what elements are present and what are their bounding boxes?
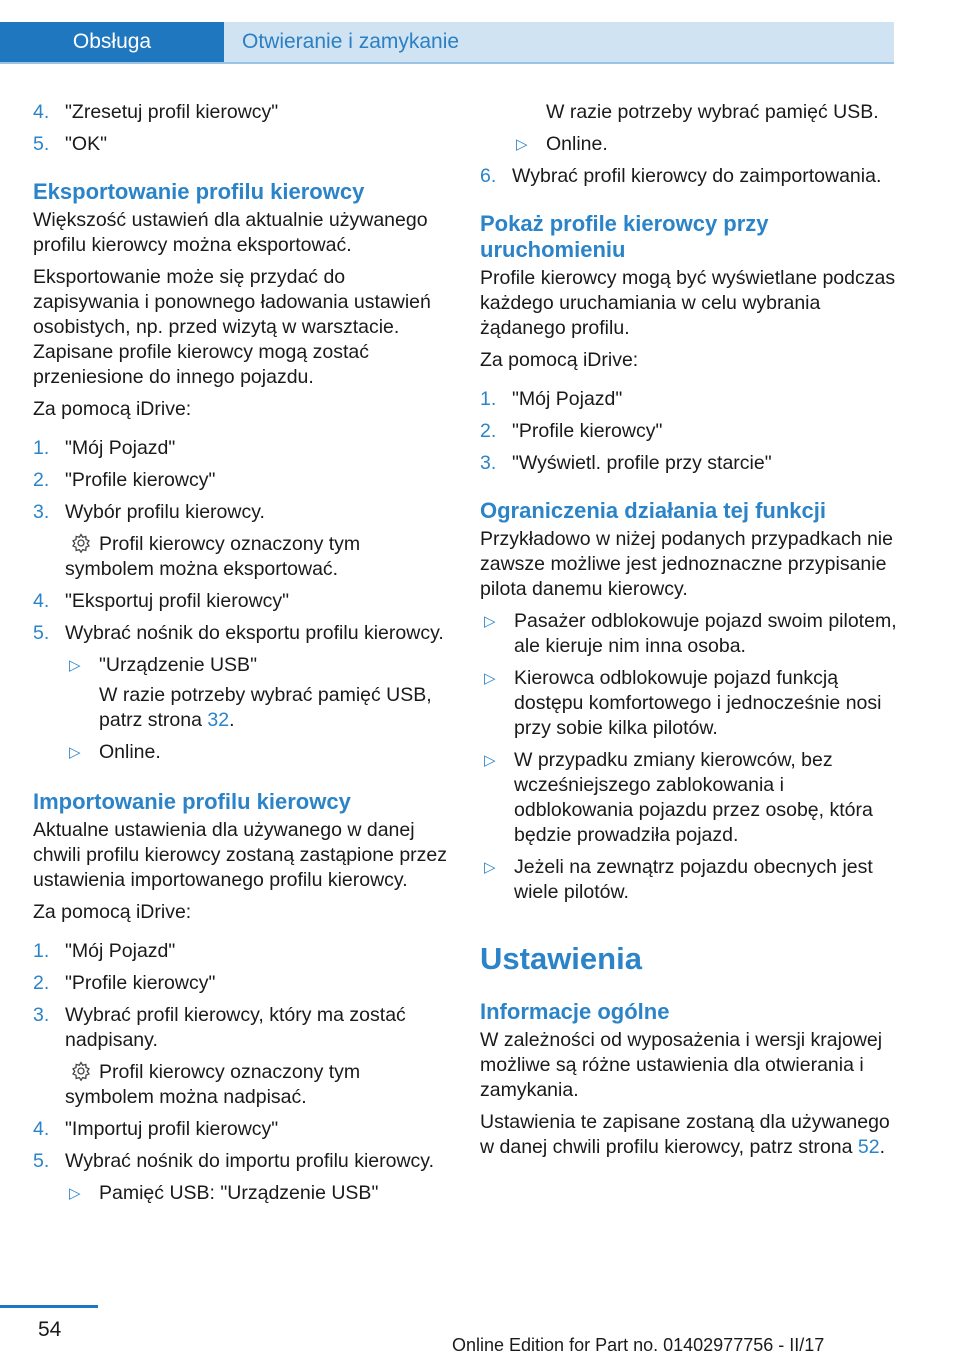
list-number: 4. <box>33 590 50 612</box>
export-note <box>65 532 453 582</box>
general-info-heading: Informacje ogólne <box>480 999 670 1024</box>
list-item <box>480 419 900 444</box>
list-text: "Mój Pojazd" <box>65 940 176 962</box>
bullet-text: Jeżeli na zewnątrz pojazdu obecnych jest wiele pilotów. <box>514 856 873 903</box>
triangle-right-icon: ▷ <box>484 752 496 769</box>
list-text: Wybrać profil kierowcy, który ma zostać nadpisany. <box>65 1004 406 1051</box>
list-item <box>33 1003 453 1053</box>
paragraph: Przykładowo w niżej podanych przypadkach nie zawsze możliwe jest jednoznaczne przypisanie pilota danemu kierowcy. <box>480 528 893 600</box>
tab-obsluga[interactable]: Obsługa <box>0 22 224 62</box>
list-number: 1. <box>33 437 50 459</box>
page-link[interactable]: 52 <box>857 1136 880 1158</box>
page-number: 54 <box>38 1318 62 1341</box>
list-item <box>33 621 453 646</box>
continued-text: W razie potrzeby wybrać pamięć USB. <box>546 101 879 123</box>
list-item <box>33 939 453 964</box>
subtext: W razie potrzeby wybrać pamięć USB, patrz strona <box>99 684 432 731</box>
list-item <box>33 589 453 614</box>
bullet-text: "Urządzenie USB" <box>99 654 257 676</box>
list-item <box>480 387 900 412</box>
list-item <box>33 132 453 157</box>
list-item <box>33 971 453 996</box>
triangle-right-icon: ▷ <box>516 136 528 153</box>
limitations-heading: Ograniczenia działania tej funkcji <box>480 498 826 523</box>
bullet-text: Kierowca odblokowuje pojazd funkcją dostępu komfortowego i jednocześnie nosi przy sobie kilka pilotów. <box>514 667 882 739</box>
bullet-text: Online. <box>546 133 608 155</box>
paragraph: Eksportowanie może się przydać do zapisywania i ponownego ładowania ustawień osobistych, np. przed wizytą w warsztacie. Zapisane profile kierowcy mogą zostać przeniesione do innego pojazdu. <box>33 266 431 388</box>
list-number: 3. <box>480 452 497 474</box>
triangle-right-icon: ▷ <box>69 744 81 761</box>
list-item <box>480 666 900 741</box>
list-text: Wybór profilu kierowcy. <box>65 501 265 523</box>
paragraph: Większość ustawień dla aktualnie używanego profilu kierowcy można eksportować. <box>33 209 428 256</box>
list-item <box>33 1149 453 1174</box>
list-number: 5. <box>33 622 50 644</box>
list-text: "Zresetuj profil kierowcy" <box>65 101 279 123</box>
list-text: Wybrać nośnik do eksportu profilu kierowcy. <box>65 622 444 644</box>
list-text: "Profile kierowcy" <box>65 972 216 994</box>
list-number: 5. <box>33 133 50 155</box>
list-item <box>65 653 453 678</box>
tab-otwieranie[interactable]: Otwieranie i zamykanie <box>224 22 894 62</box>
page-link[interactable]: 32 <box>207 709 230 731</box>
paragraph: Aktualne ustawienia dla używanego w danej chwili profilu kierowcy zostaną zastąpione przez ustawienia importowanego profilu kierowcy. <box>33 819 448 891</box>
list-item <box>480 609 900 659</box>
list-item <box>480 164 900 189</box>
list-item <box>480 748 900 848</box>
header-divider <box>0 62 894 64</box>
list-item <box>33 436 453 461</box>
left-column <box>33 100 453 1206</box>
list-number: 1. <box>480 388 497 410</box>
list-number: 3. <box>33 1004 50 1026</box>
note-text: Profil kierowcy oznaczony tym symbolem można nadpisać. <box>65 1061 361 1108</box>
list-item <box>33 100 453 125</box>
list-number: 6. <box>480 165 497 187</box>
paragraph: Za pomocą iDrive: <box>480 349 639 371</box>
list-text: "Eksportuj profil kierowcy" <box>65 590 290 612</box>
bullet-text: Pamięć USB: "Urządzenie USB" <box>99 1182 379 1204</box>
list-text: "OK" <box>65 133 108 155</box>
bullet-subtext: W razie potrzeby wybrać pamięć USB, patrz strona 32. <box>99 684 432 731</box>
bullet-text: Online. <box>99 741 161 763</box>
paragraph-end: . <box>879 1136 885 1158</box>
import-note <box>65 1060 453 1110</box>
list-text: "Importuj profil kierowcy" <box>65 1118 279 1140</box>
page-header <box>0 0 960 62</box>
edition-text: Online Edition for Part no. 01402977756 - II/17 <box>452 1335 825 1355</box>
bullet-text: Pasażer odblokowuje pojazd swoim pilotem, ale kieruje nim inna osoba. <box>514 610 897 657</box>
list-text: "Wyświetl. profile przy starcie" <box>512 452 772 474</box>
list-item <box>512 132 900 157</box>
list-text: "Mój Pojazd" <box>512 388 623 410</box>
triangle-right-icon: ▷ <box>484 613 496 630</box>
list-number: 4. <box>33 1118 50 1140</box>
right-column <box>480 100 900 1160</box>
list-number: 4. <box>33 101 50 123</box>
list-text: "Mój Pojazd" <box>65 437 176 459</box>
gear-icon <box>71 533 91 553</box>
import-heading: Importowanie profilu kierowcy <box>33 789 351 814</box>
list-number: 1. <box>33 940 50 962</box>
list-number: 2. <box>33 469 50 491</box>
settings-heading: Ustawienia <box>480 941 642 976</box>
paragraph: Profile kierowcy mogą być wyświetlane podczas każdego uruchamiania w celu wybrania żądanego profilu. <box>480 267 896 339</box>
list-text: Wybrać nośnik do importu profilu kierowcy. <box>65 1150 435 1172</box>
triangle-right-icon: ▷ <box>69 657 81 674</box>
bullet-text: W przypadku zmiany kierowców, bez wcześniejszego zablokowania i odblokowania pojazdu przez osobę, która będzie prowadziła pojazd. <box>514 749 873 846</box>
list-item <box>65 1181 453 1206</box>
triangle-right-icon: ▷ <box>484 670 496 687</box>
paragraph: W zależności od wyposażenia i wersji krajowej możliwe są różne ustawienia dla otwierania i zamykania. <box>480 1029 883 1101</box>
list-number: 3. <box>33 501 50 523</box>
list-text: Wybrać profil kierowcy do zaimportowania. <box>512 165 882 187</box>
note-text: Profil kierowcy oznaczony tym symbolem można eksportować. <box>65 533 361 580</box>
list-item <box>480 855 900 905</box>
show-profiles-heading: Pokaż profile kierowcy przy uruchomieniu <box>480 211 769 262</box>
list-item <box>65 740 453 765</box>
triangle-right-icon: ▷ <box>484 859 496 876</box>
list-number: 2. <box>480 420 497 442</box>
paragraph <box>480 1110 900 1160</box>
paragraph-text: Ustawienia te zapisane zostaną dla używanego w danej chwili profilu kierowcy, patrz strona <box>480 1111 890 1158</box>
list-number: 2. <box>33 972 50 994</box>
list-item <box>480 451 900 476</box>
list-text: "Profile kierowcy" <box>65 469 216 491</box>
footer-divider <box>0 1305 98 1308</box>
export-heading: Eksportowanie profilu kierowcy <box>33 179 365 204</box>
paragraph: Za pomocą iDrive: <box>33 901 192 923</box>
gear-icon <box>71 1061 91 1081</box>
paragraph: Za pomocą iDrive: <box>33 398 192 420</box>
list-item <box>33 468 453 493</box>
list-item <box>33 1117 453 1142</box>
list-text: "Profile kierowcy" <box>512 420 663 442</box>
list-item <box>33 500 453 525</box>
triangle-right-icon: ▷ <box>69 1185 81 1202</box>
list-number: 5. <box>33 1150 50 1172</box>
